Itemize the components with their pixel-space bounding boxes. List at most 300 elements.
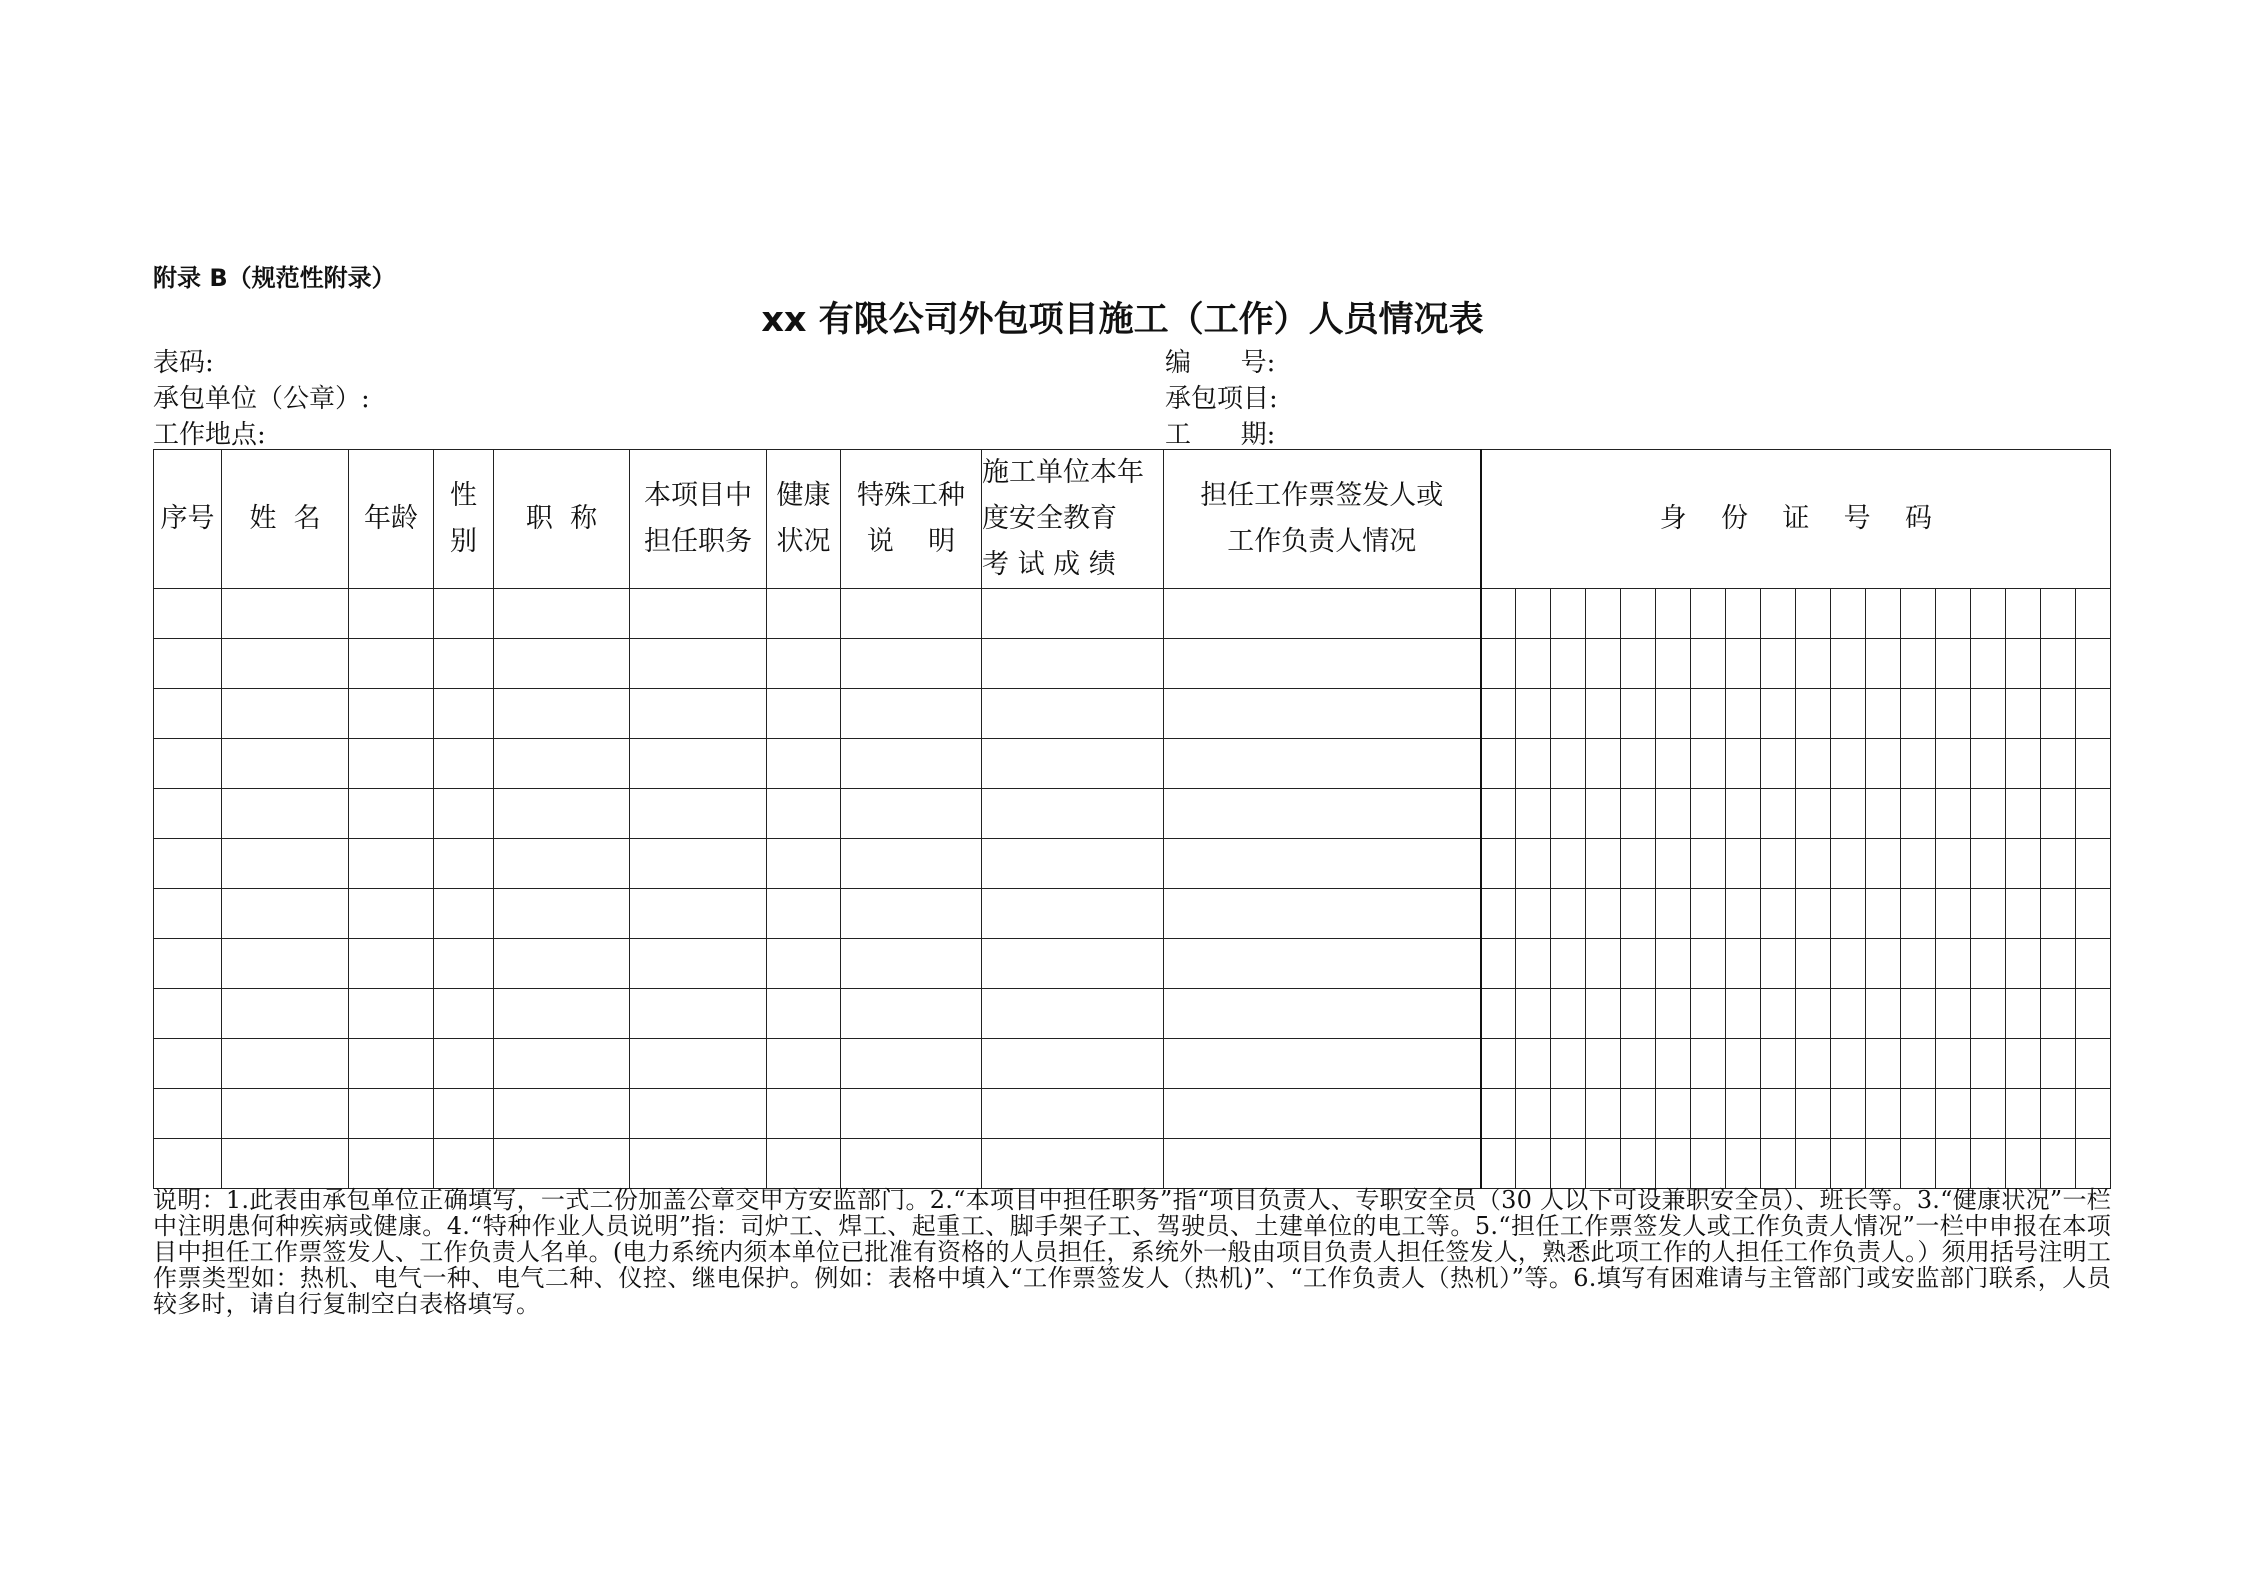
id-digit-cell[interactable] bbox=[1866, 1139, 1901, 1189]
table-cell[interactable] bbox=[154, 689, 222, 739]
table-cell[interactable] bbox=[154, 639, 222, 689]
table-cell[interactable] bbox=[1164, 639, 1481, 689]
table-cell[interactable] bbox=[841, 839, 982, 889]
id-digit-cell[interactable] bbox=[1936, 1139, 1971, 1189]
id-digit-cell[interactable] bbox=[1901, 589, 1936, 639]
id-digit-cell[interactable] bbox=[1866, 1039, 1901, 1089]
table-cell[interactable] bbox=[982, 789, 1164, 839]
id-digit-cell[interactable] bbox=[1936, 789, 1971, 839]
table-cell[interactable] bbox=[982, 989, 1164, 1039]
id-digit-cell[interactable] bbox=[1516, 639, 1551, 689]
table-cell[interactable] bbox=[630, 739, 767, 789]
table-cell[interactable] bbox=[222, 789, 349, 839]
table-cell[interactable] bbox=[222, 1089, 349, 1139]
table-cell[interactable] bbox=[434, 889, 494, 939]
id-digit-cell[interactable] bbox=[1971, 589, 2006, 639]
table-cell[interactable] bbox=[434, 739, 494, 789]
id-digit-cell[interactable] bbox=[1796, 1089, 1831, 1139]
id-digit-cell[interactable] bbox=[1586, 739, 1621, 789]
table-cell[interactable] bbox=[767, 689, 841, 739]
id-digit-cell[interactable] bbox=[1586, 839, 1621, 889]
table-cell[interactable] bbox=[630, 939, 767, 989]
id-digit-cell[interactable] bbox=[1621, 639, 1656, 689]
id-digit-cell[interactable] bbox=[1901, 939, 1936, 989]
id-digit-cell[interactable] bbox=[1866, 689, 1901, 739]
id-digit-cell[interactable] bbox=[1621, 1039, 1656, 1089]
id-digit-cell[interactable] bbox=[1691, 989, 1726, 1039]
id-digit-cell[interactable] bbox=[1551, 739, 1586, 789]
id-digit-cell[interactable] bbox=[1866, 939, 1901, 989]
id-digit-cell[interactable] bbox=[2006, 989, 2041, 1039]
id-digit-cell[interactable] bbox=[1796, 1039, 1831, 1089]
table-cell[interactable] bbox=[1164, 789, 1481, 839]
id-digit-cell[interactable] bbox=[1796, 689, 1831, 739]
table-cell[interactable] bbox=[630, 839, 767, 889]
id-digit-cell[interactable] bbox=[1656, 639, 1691, 689]
table-cell[interactable] bbox=[982, 889, 1164, 939]
id-digit-cell[interactable] bbox=[1656, 989, 1691, 1039]
table-cell[interactable] bbox=[841, 889, 982, 939]
id-digit-cell[interactable] bbox=[1971, 839, 2006, 889]
table-cell[interactable] bbox=[494, 739, 630, 789]
id-digit-cell[interactable] bbox=[1586, 639, 1621, 689]
table-cell[interactable] bbox=[767, 639, 841, 689]
table-cell[interactable] bbox=[767, 839, 841, 889]
table-cell[interactable] bbox=[494, 689, 630, 739]
id-digit-cell[interactable] bbox=[1971, 989, 2006, 1039]
table-cell[interactable] bbox=[434, 1139, 494, 1189]
id-digit-cell[interactable] bbox=[1761, 589, 1796, 639]
id-digit-cell[interactable] bbox=[1726, 689, 1761, 739]
table-cell[interactable] bbox=[1164, 689, 1481, 739]
id-digit-cell[interactable] bbox=[1621, 1139, 1656, 1189]
id-digit-cell[interactable] bbox=[1761, 989, 1796, 1039]
id-digit-cell[interactable] bbox=[2076, 839, 2111, 889]
id-digit-cell[interactable] bbox=[1866, 789, 1901, 839]
table-cell[interactable] bbox=[434, 639, 494, 689]
id-digit-cell[interactable] bbox=[1516, 939, 1551, 989]
table-cell[interactable] bbox=[630, 1139, 767, 1189]
id-digit-cell[interactable] bbox=[1586, 939, 1621, 989]
table-cell[interactable] bbox=[222, 839, 349, 889]
id-digit-cell[interactable] bbox=[1551, 889, 1586, 939]
id-digit-cell[interactable] bbox=[2041, 939, 2076, 989]
id-digit-cell[interactable] bbox=[1516, 689, 1551, 739]
id-digit-cell[interactable] bbox=[1621, 889, 1656, 939]
id-digit-cell[interactable] bbox=[1481, 589, 1516, 639]
table-cell[interactable] bbox=[349, 1039, 434, 1089]
table-cell[interactable] bbox=[154, 739, 222, 789]
id-digit-cell[interactable] bbox=[2006, 739, 2041, 789]
table-cell[interactable] bbox=[349, 789, 434, 839]
table-cell[interactable] bbox=[630, 589, 767, 639]
id-digit-cell[interactable] bbox=[1971, 1139, 2006, 1189]
table-cell[interactable] bbox=[1164, 989, 1481, 1039]
id-digit-cell[interactable] bbox=[1551, 939, 1586, 989]
id-digit-cell[interactable] bbox=[1936, 1039, 1971, 1089]
table-cell[interactable] bbox=[841, 1039, 982, 1089]
id-digit-cell[interactable] bbox=[1971, 939, 2006, 989]
id-digit-cell[interactable] bbox=[1586, 889, 1621, 939]
table-cell[interactable] bbox=[1164, 939, 1481, 989]
id-digit-cell[interactable] bbox=[2006, 1039, 2041, 1089]
table-cell[interactable] bbox=[494, 589, 630, 639]
id-digit-cell[interactable] bbox=[1586, 1089, 1621, 1139]
table-cell[interactable] bbox=[630, 1089, 767, 1139]
table-cell[interactable] bbox=[349, 1089, 434, 1139]
table-cell[interactable] bbox=[841, 939, 982, 989]
id-digit-cell[interactable] bbox=[1726, 839, 1761, 889]
table-cell[interactable] bbox=[494, 1139, 630, 1189]
id-digit-cell[interactable] bbox=[1621, 989, 1656, 1039]
id-digit-cell[interactable] bbox=[2041, 889, 2076, 939]
id-digit-cell[interactable] bbox=[1691, 889, 1726, 939]
id-digit-cell[interactable] bbox=[1831, 989, 1866, 1039]
id-digit-cell[interactable] bbox=[1901, 989, 1936, 1039]
id-digit-cell[interactable] bbox=[1726, 639, 1761, 689]
id-digit-cell[interactable] bbox=[1691, 1039, 1726, 1089]
id-digit-cell[interactable] bbox=[1621, 839, 1656, 889]
id-digit-cell[interactable] bbox=[2041, 789, 2076, 839]
table-cell[interactable] bbox=[494, 1039, 630, 1089]
table-cell[interactable] bbox=[767, 739, 841, 789]
table-cell[interactable] bbox=[494, 839, 630, 889]
id-digit-cell[interactable] bbox=[1971, 889, 2006, 939]
id-digit-cell[interactable] bbox=[1656, 1039, 1691, 1089]
id-digit-cell[interactable] bbox=[1971, 1039, 2006, 1089]
table-cell[interactable] bbox=[222, 639, 349, 689]
table-cell[interactable] bbox=[434, 1089, 494, 1139]
table-cell[interactable] bbox=[349, 639, 434, 689]
id-digit-cell[interactable] bbox=[2076, 1139, 2111, 1189]
table-cell[interactable] bbox=[767, 789, 841, 839]
id-digit-cell[interactable] bbox=[1761, 789, 1796, 839]
id-digit-cell[interactable] bbox=[1936, 689, 1971, 739]
id-digit-cell[interactable] bbox=[1656, 739, 1691, 789]
table-cell[interactable] bbox=[154, 989, 222, 1039]
id-digit-cell[interactable] bbox=[1901, 689, 1936, 739]
id-digit-cell[interactable] bbox=[1796, 989, 1831, 1039]
table-cell[interactable] bbox=[154, 1139, 222, 1189]
id-digit-cell[interactable] bbox=[1481, 939, 1516, 989]
id-digit-cell[interactable] bbox=[1726, 589, 1761, 639]
table-cell[interactable] bbox=[630, 1039, 767, 1089]
id-digit-cell[interactable] bbox=[1481, 639, 1516, 689]
table-cell[interactable] bbox=[982, 1039, 1164, 1089]
id-digit-cell[interactable] bbox=[2041, 839, 2076, 889]
table-cell[interactable] bbox=[630, 689, 767, 739]
id-digit-cell[interactable] bbox=[1796, 639, 1831, 689]
id-digit-cell[interactable] bbox=[1936, 839, 1971, 889]
id-digit-cell[interactable] bbox=[1726, 889, 1761, 939]
id-digit-cell[interactable] bbox=[2076, 889, 2111, 939]
table-cell[interactable] bbox=[841, 689, 982, 739]
id-digit-cell[interactable] bbox=[1656, 1089, 1691, 1139]
id-digit-cell[interactable] bbox=[1551, 1089, 1586, 1139]
table-cell[interactable] bbox=[767, 939, 841, 989]
id-digit-cell[interactable] bbox=[1586, 789, 1621, 839]
id-digit-cell[interactable] bbox=[2076, 989, 2111, 1039]
table-cell[interactable] bbox=[494, 789, 630, 839]
id-digit-cell[interactable] bbox=[1551, 1139, 1586, 1189]
table-cell[interactable] bbox=[630, 889, 767, 939]
id-digit-cell[interactable] bbox=[1691, 739, 1726, 789]
id-digit-cell[interactable] bbox=[1901, 839, 1936, 889]
id-digit-cell[interactable] bbox=[1516, 1089, 1551, 1139]
id-digit-cell[interactable] bbox=[1656, 689, 1691, 739]
id-digit-cell[interactable] bbox=[1761, 889, 1796, 939]
table-cell[interactable] bbox=[1164, 589, 1481, 639]
id-digit-cell[interactable] bbox=[1866, 989, 1901, 1039]
id-digit-cell[interactable] bbox=[2006, 589, 2041, 639]
id-digit-cell[interactable] bbox=[1936, 989, 1971, 1039]
table-cell[interactable] bbox=[349, 589, 434, 639]
id-digit-cell[interactable] bbox=[1796, 839, 1831, 889]
id-digit-cell[interactable] bbox=[1971, 739, 2006, 789]
id-digit-cell[interactable] bbox=[1691, 689, 1726, 739]
id-digit-cell[interactable] bbox=[2006, 689, 2041, 739]
id-digit-cell[interactable] bbox=[1481, 889, 1516, 939]
table-cell[interactable] bbox=[841, 739, 982, 789]
id-digit-cell[interactable] bbox=[1586, 989, 1621, 1039]
id-digit-cell[interactable] bbox=[1936, 639, 1971, 689]
id-digit-cell[interactable] bbox=[1656, 589, 1691, 639]
table-cell[interactable] bbox=[494, 989, 630, 1039]
table-cell[interactable] bbox=[154, 1089, 222, 1139]
id-digit-cell[interactable] bbox=[1621, 939, 1656, 989]
id-digit-cell[interactable] bbox=[1761, 1139, 1796, 1189]
id-digit-cell[interactable] bbox=[2041, 639, 2076, 689]
id-digit-cell[interactable] bbox=[1481, 1039, 1516, 1089]
id-digit-cell[interactable] bbox=[1761, 1039, 1796, 1089]
id-digit-cell[interactable] bbox=[1551, 639, 1586, 689]
id-digit-cell[interactable] bbox=[1691, 939, 1726, 989]
id-digit-cell[interactable] bbox=[1621, 1089, 1656, 1139]
id-digit-cell[interactable] bbox=[1586, 589, 1621, 639]
id-digit-cell[interactable] bbox=[1481, 1139, 1516, 1189]
id-digit-cell[interactable] bbox=[1691, 589, 1726, 639]
table-cell[interactable] bbox=[349, 739, 434, 789]
table-cell[interactable] bbox=[434, 789, 494, 839]
id-digit-cell[interactable] bbox=[1796, 589, 1831, 639]
id-digit-cell[interactable] bbox=[1551, 1039, 1586, 1089]
id-digit-cell[interactable] bbox=[1866, 639, 1901, 689]
id-digit-cell[interactable] bbox=[1726, 789, 1761, 839]
id-digit-cell[interactable] bbox=[1656, 889, 1691, 939]
id-digit-cell[interactable] bbox=[1481, 739, 1516, 789]
id-digit-cell[interactable] bbox=[1796, 789, 1831, 839]
id-digit-cell[interactable] bbox=[2041, 589, 2076, 639]
table-cell[interactable] bbox=[1164, 839, 1481, 889]
id-digit-cell[interactable] bbox=[1761, 839, 1796, 889]
id-digit-cell[interactable] bbox=[1901, 1089, 1936, 1139]
id-digit-cell[interactable] bbox=[1901, 1039, 1936, 1089]
id-digit-cell[interactable] bbox=[1516, 889, 1551, 939]
table-cell[interactable] bbox=[982, 589, 1164, 639]
id-digit-cell[interactable] bbox=[1516, 989, 1551, 1039]
table-cell[interactable] bbox=[982, 689, 1164, 739]
id-digit-cell[interactable] bbox=[1901, 889, 1936, 939]
table-cell[interactable] bbox=[349, 989, 434, 1039]
id-digit-cell[interactable] bbox=[2076, 589, 2111, 639]
table-cell[interactable] bbox=[841, 989, 982, 1039]
id-digit-cell[interactable] bbox=[1586, 689, 1621, 739]
table-cell[interactable] bbox=[982, 739, 1164, 789]
table-cell[interactable] bbox=[434, 1039, 494, 1089]
table-cell[interactable] bbox=[841, 589, 982, 639]
table-cell[interactable] bbox=[494, 889, 630, 939]
id-digit-cell[interactable] bbox=[1796, 739, 1831, 789]
id-digit-cell[interactable] bbox=[1481, 839, 1516, 889]
id-digit-cell[interactable] bbox=[1726, 739, 1761, 789]
id-digit-cell[interactable] bbox=[2041, 989, 2076, 1039]
id-digit-cell[interactable] bbox=[2041, 1089, 2076, 1139]
table-cell[interactable] bbox=[982, 1139, 1164, 1189]
id-digit-cell[interactable] bbox=[1831, 939, 1866, 989]
table-cell[interactable] bbox=[434, 689, 494, 739]
id-digit-cell[interactable] bbox=[2041, 1039, 2076, 1089]
id-digit-cell[interactable] bbox=[1831, 739, 1866, 789]
table-cell[interactable] bbox=[630, 639, 767, 689]
id-digit-cell[interactable] bbox=[1831, 889, 1866, 939]
id-digit-cell[interactable] bbox=[1621, 739, 1656, 789]
table-cell[interactable] bbox=[982, 1089, 1164, 1139]
id-digit-cell[interactable] bbox=[1656, 839, 1691, 889]
id-digit-cell[interactable] bbox=[1901, 739, 1936, 789]
id-digit-cell[interactable] bbox=[1551, 989, 1586, 1039]
id-digit-cell[interactable] bbox=[1831, 1139, 1866, 1189]
id-digit-cell[interactable] bbox=[1936, 889, 1971, 939]
id-digit-cell[interactable] bbox=[1516, 1039, 1551, 1089]
id-digit-cell[interactable] bbox=[1866, 839, 1901, 889]
id-digit-cell[interactable] bbox=[1866, 589, 1901, 639]
table-cell[interactable] bbox=[349, 689, 434, 739]
table-cell[interactable] bbox=[767, 1139, 841, 1189]
id-digit-cell[interactable] bbox=[1796, 889, 1831, 939]
table-cell[interactable] bbox=[841, 1139, 982, 1189]
id-digit-cell[interactable] bbox=[1551, 689, 1586, 739]
id-digit-cell[interactable] bbox=[1761, 1089, 1796, 1139]
table-cell[interactable] bbox=[982, 839, 1164, 889]
id-digit-cell[interactable] bbox=[1516, 789, 1551, 839]
id-digit-cell[interactable] bbox=[1516, 739, 1551, 789]
id-digit-cell[interactable] bbox=[2006, 839, 2041, 889]
table-cell[interactable] bbox=[434, 589, 494, 639]
table-cell[interactable] bbox=[982, 639, 1164, 689]
id-digit-cell[interactable] bbox=[2076, 639, 2111, 689]
table-cell[interactable] bbox=[154, 589, 222, 639]
id-digit-cell[interactable] bbox=[1901, 789, 1936, 839]
id-digit-cell[interactable] bbox=[1761, 739, 1796, 789]
id-digit-cell[interactable] bbox=[1516, 839, 1551, 889]
table-cell[interactable] bbox=[982, 939, 1164, 989]
id-digit-cell[interactable] bbox=[1691, 789, 1726, 839]
id-digit-cell[interactable] bbox=[1971, 789, 2006, 839]
id-digit-cell[interactable] bbox=[2006, 639, 2041, 689]
id-digit-cell[interactable] bbox=[2076, 1089, 2111, 1139]
table-cell[interactable] bbox=[1164, 1089, 1481, 1139]
table-cell[interactable] bbox=[154, 1039, 222, 1089]
table-cell[interactable] bbox=[630, 789, 767, 839]
id-digit-cell[interactable] bbox=[1936, 589, 1971, 639]
id-digit-cell[interactable] bbox=[1481, 689, 1516, 739]
id-digit-cell[interactable] bbox=[1586, 1139, 1621, 1189]
id-digit-cell[interactable] bbox=[1831, 639, 1866, 689]
table-cell[interactable] bbox=[222, 939, 349, 989]
table-cell[interactable] bbox=[222, 1039, 349, 1089]
table-cell[interactable] bbox=[349, 1139, 434, 1189]
table-cell[interactable] bbox=[349, 839, 434, 889]
table-cell[interactable] bbox=[222, 1139, 349, 1189]
id-digit-cell[interactable] bbox=[1796, 1139, 1831, 1189]
id-digit-cell[interactable] bbox=[1831, 589, 1866, 639]
id-digit-cell[interactable] bbox=[1481, 989, 1516, 1039]
table-cell[interactable] bbox=[434, 839, 494, 889]
table-cell[interactable] bbox=[767, 589, 841, 639]
id-digit-cell[interactable] bbox=[1866, 1089, 1901, 1139]
id-digit-cell[interactable] bbox=[1831, 689, 1866, 739]
id-digit-cell[interactable] bbox=[1656, 939, 1691, 989]
id-digit-cell[interactable] bbox=[1621, 589, 1656, 639]
id-digit-cell[interactable] bbox=[1481, 1089, 1516, 1139]
table-cell[interactable] bbox=[222, 889, 349, 939]
id-digit-cell[interactable] bbox=[2041, 689, 2076, 739]
id-digit-cell[interactable] bbox=[1901, 639, 1936, 689]
id-digit-cell[interactable] bbox=[1936, 1089, 1971, 1139]
table-cell[interactable] bbox=[434, 939, 494, 989]
id-digit-cell[interactable] bbox=[2006, 1089, 2041, 1139]
table-cell[interactable] bbox=[154, 939, 222, 989]
table-cell[interactable] bbox=[222, 989, 349, 1039]
table-cell[interactable] bbox=[1164, 1039, 1481, 1089]
table-cell[interactable] bbox=[841, 1089, 982, 1139]
id-digit-cell[interactable] bbox=[1726, 939, 1761, 989]
id-digit-cell[interactable] bbox=[1691, 639, 1726, 689]
table-cell[interactable] bbox=[1164, 1139, 1481, 1189]
table-cell[interactable] bbox=[1164, 889, 1481, 939]
table-cell[interactable] bbox=[630, 989, 767, 1039]
table-cell[interactable] bbox=[434, 989, 494, 1039]
table-cell[interactable] bbox=[841, 789, 982, 839]
id-digit-cell[interactable] bbox=[1936, 939, 1971, 989]
table-cell[interactable] bbox=[154, 839, 222, 889]
id-digit-cell[interactable] bbox=[1551, 789, 1586, 839]
id-digit-cell[interactable] bbox=[1796, 939, 1831, 989]
id-digit-cell[interactable] bbox=[1971, 1089, 2006, 1139]
id-digit-cell[interactable] bbox=[1621, 789, 1656, 839]
table-cell[interactable] bbox=[154, 889, 222, 939]
id-digit-cell[interactable] bbox=[2076, 939, 2111, 989]
table-cell[interactable] bbox=[1164, 739, 1481, 789]
table-cell[interactable] bbox=[349, 939, 434, 989]
table-cell[interactable] bbox=[841, 639, 982, 689]
id-digit-cell[interactable] bbox=[1831, 789, 1866, 839]
table-cell[interactable] bbox=[222, 589, 349, 639]
table-cell[interactable] bbox=[494, 939, 630, 989]
id-digit-cell[interactable] bbox=[2076, 789, 2111, 839]
id-digit-cell[interactable] bbox=[1866, 889, 1901, 939]
id-digit-cell[interactable] bbox=[1551, 839, 1586, 889]
id-digit-cell[interactable] bbox=[2076, 689, 2111, 739]
id-digit-cell[interactable] bbox=[1691, 839, 1726, 889]
id-digit-cell[interactable] bbox=[1726, 1039, 1761, 1089]
table-cell[interactable] bbox=[222, 689, 349, 739]
id-digit-cell[interactable] bbox=[1481, 789, 1516, 839]
id-digit-cell[interactable] bbox=[2041, 1139, 2076, 1189]
id-digit-cell[interactable] bbox=[2076, 1039, 2111, 1089]
table-cell[interactable] bbox=[494, 639, 630, 689]
id-digit-cell[interactable] bbox=[2076, 739, 2111, 789]
